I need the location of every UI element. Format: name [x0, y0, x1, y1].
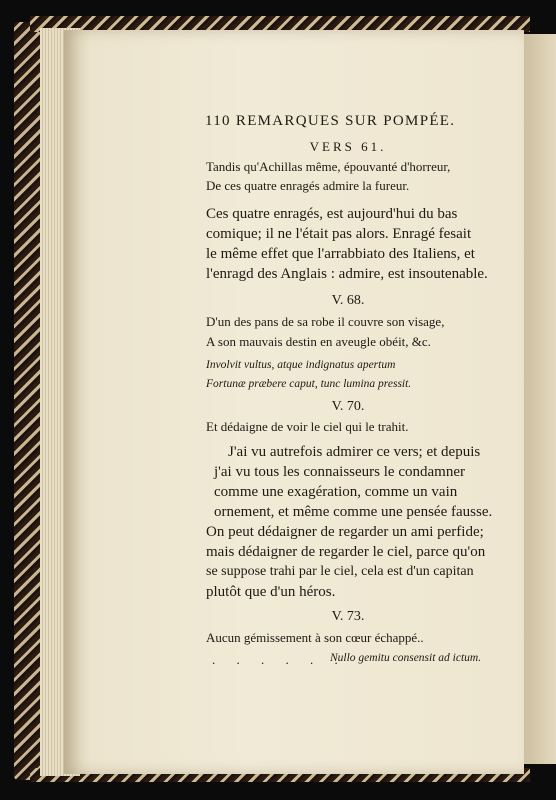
commentary-line: J'ai vu autrefois admirer ce vers; et depuis: [228, 444, 481, 460]
ellipsis-dots: . . . . . .: [212, 652, 347, 667]
section-heading-vers-61: VERS 61.: [309, 139, 387, 154]
running-head: 110 REMARQUES SUR POMPÉE.: [205, 113, 456, 129]
section-heading-v-70: V. 70.: [331, 399, 365, 414]
commentary-line: comme une exagération, comme un vain: [214, 484, 458, 500]
commentary-line: Ces quatre enragés, est aujourd'hui du bas: [206, 206, 458, 222]
verse-line: D'un des pans de sa robe il couvre son visage,: [206, 314, 445, 329]
commentary-line: mais dédaigner de regarder le ciel, parce qu'on: [206, 544, 486, 560]
commentary-line: plutôt que d'un héros.: [206, 584, 336, 600]
verse-line: Aucun gémissement à son cœur échappé..: [206, 630, 424, 645]
section-heading-v-68: V. 68.: [331, 293, 365, 308]
verse-line: Et dédaigne de voir le ciel qui le trahit.: [206, 419, 409, 434]
verse-line: Tandis qu'Achillas même, épouvanté d'horreur,: [206, 159, 451, 174]
commentary-line: se suppose trahi par le ciel, cela est d'un capitan: [206, 564, 474, 579]
commentary-line: l'enragd des Anglais : admire, est insoutenable.: [206, 266, 488, 282]
latin-quote-line: Involvit vultus, atque indignatus apertum: [206, 359, 396, 371]
facing-page-edge: [522, 34, 556, 764]
verse-line: A son mauvais destin en aveugle obéit, &c.: [206, 334, 431, 349]
section-heading-v-73: V. 73.: [331, 609, 365, 624]
commentary-line: On peut dédaigner de regarder un ami perfide;: [206, 524, 484, 540]
commentary-line: j'ai vu tous les connaisseurs le condamner: [214, 464, 465, 480]
verse-line: De ces quatre enragés admire la fureur.: [206, 178, 410, 193]
commentary-line: le même effet que l'arrabbiato des Italiens, et: [206, 246, 475, 262]
latin-quote-line: Fortunæ præbere caput, tunc lumina pressit.: [206, 378, 412, 390]
commentary-line: ornement, et même comme une pensée fausse.: [214, 504, 493, 520]
latin-quote-line: Nullo gemitu consensit ad ictum.: [330, 652, 482, 664]
commentary-line: comique; il ne l'était pas alors. Enragé fesait: [206, 226, 472, 242]
